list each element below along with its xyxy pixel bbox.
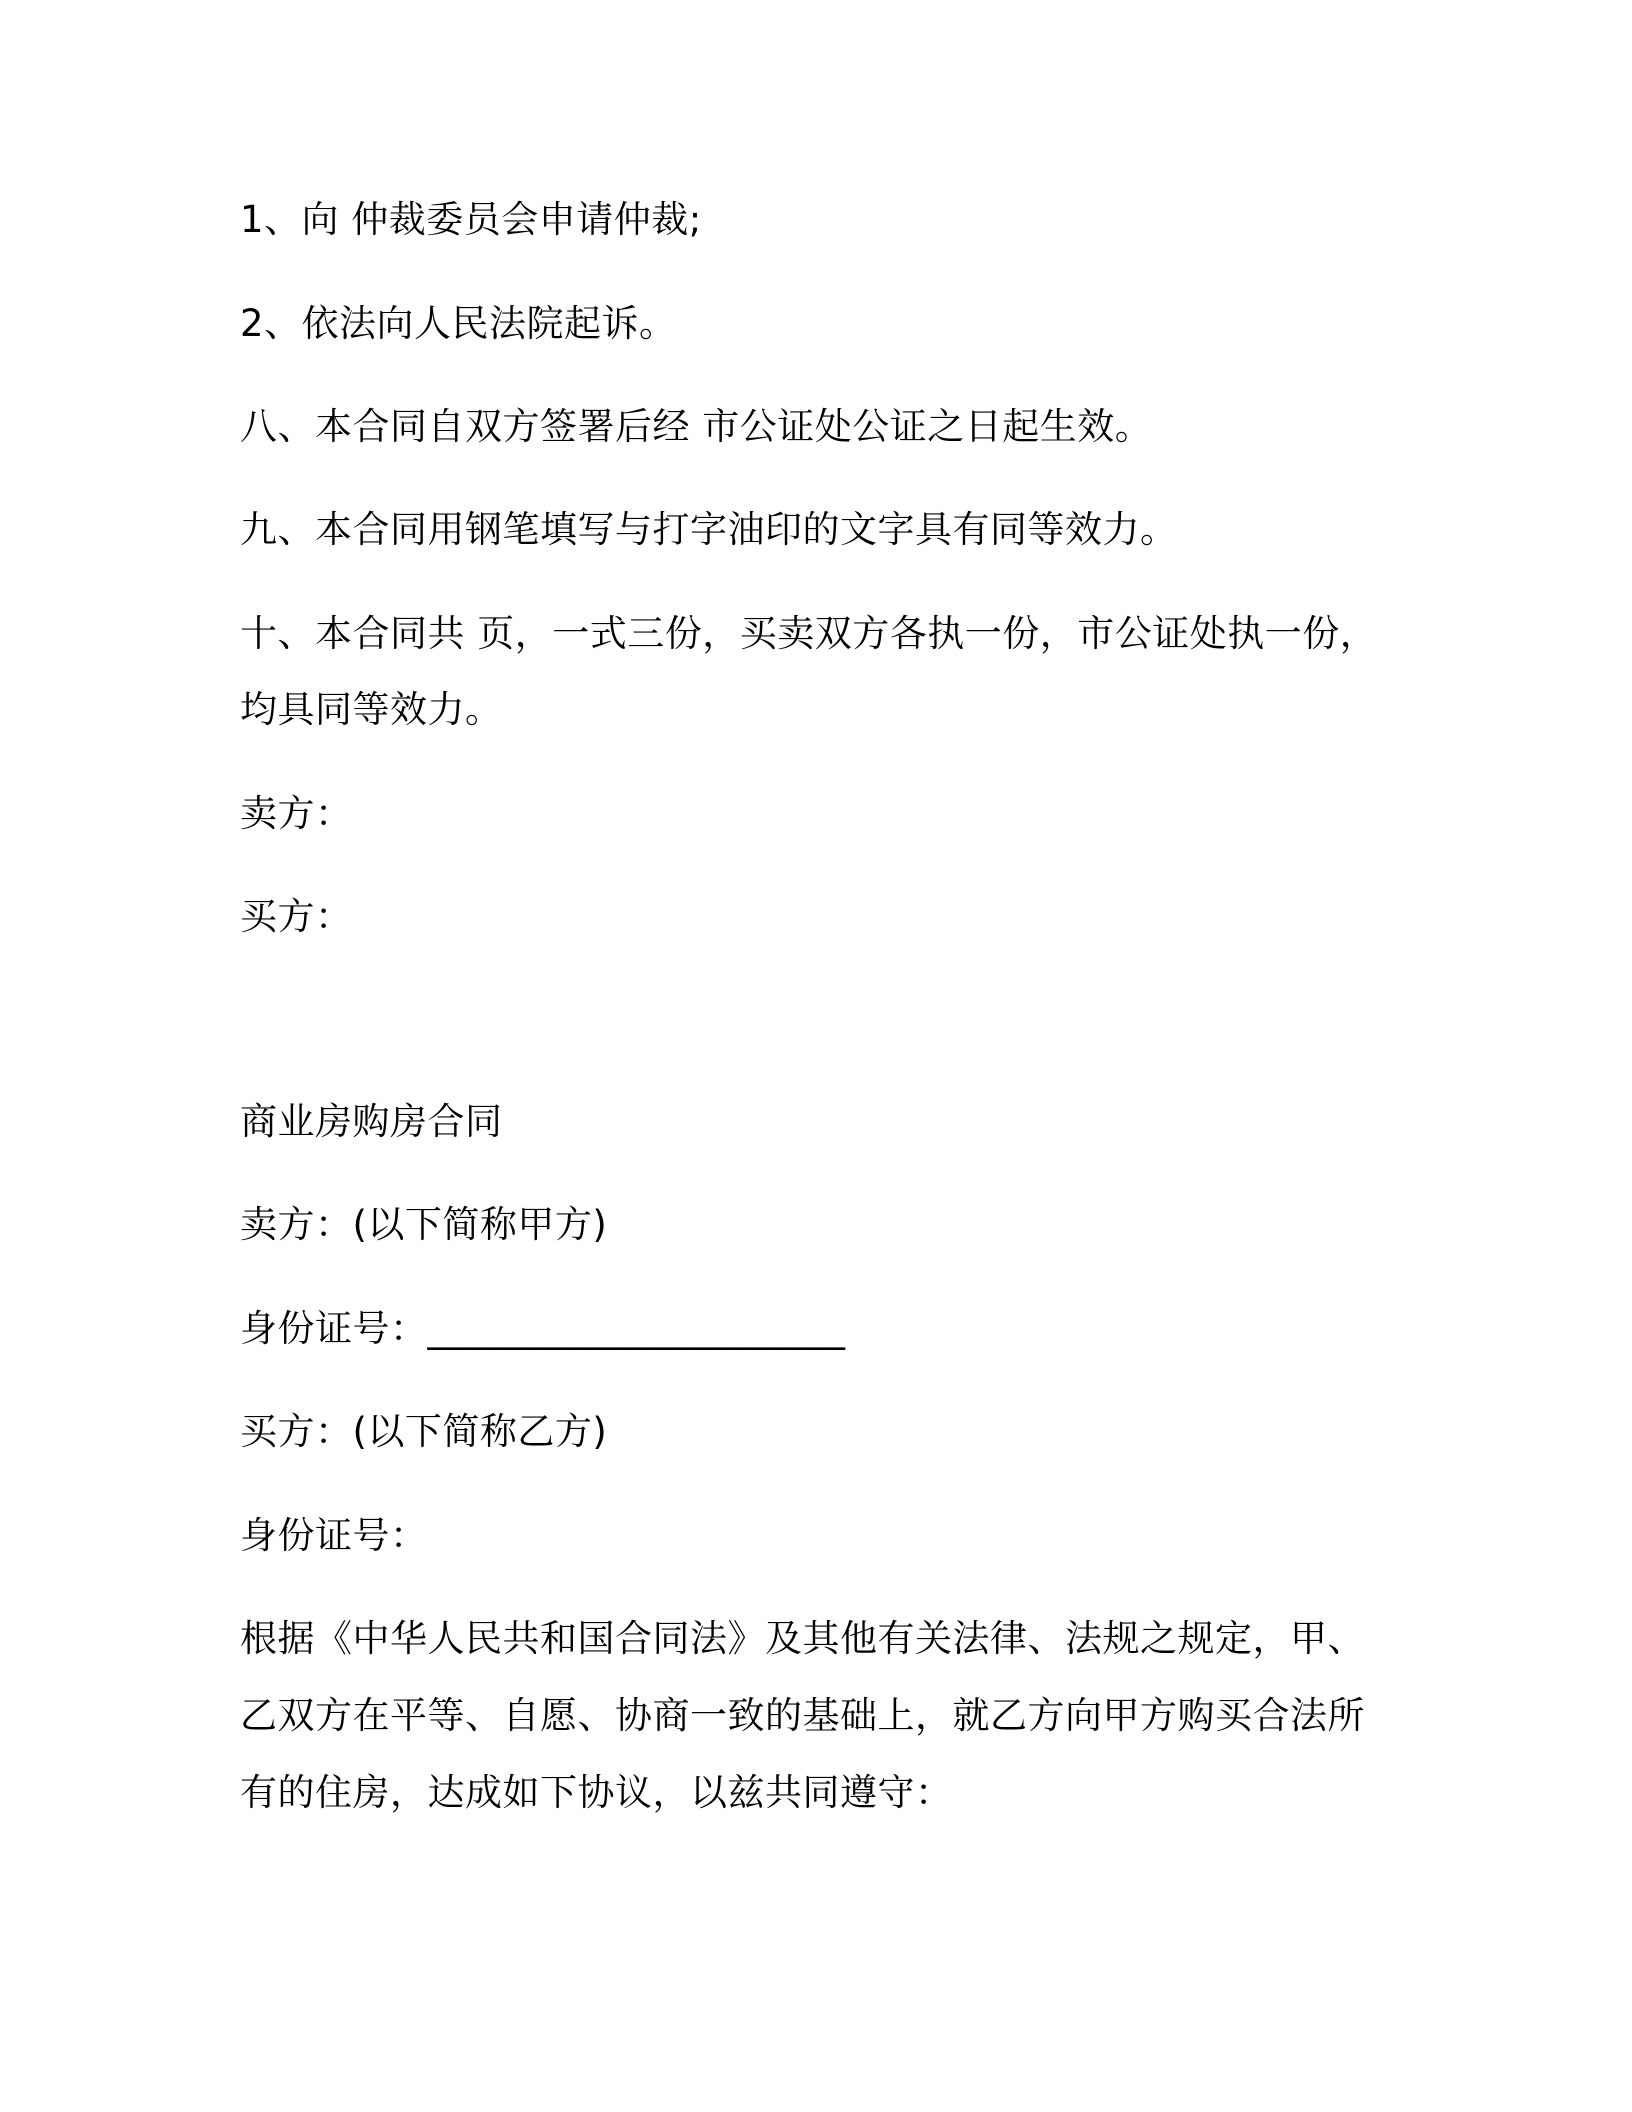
buyer-id-number: 身份证号： (240, 1514, 428, 1557)
seller-signature-label: 卖方： (240, 792, 353, 835)
clause-eight: 八、本合同自双方签署后经 市公证处公证之日起生效。 (240, 405, 1153, 448)
clause-lawsuit: 2、依法向人民法院起诉。 (240, 302, 677, 345)
buyer-signature-label: 买方： (240, 895, 353, 938)
clause-ten-continued: 均具同等效力。 (240, 688, 503, 731)
clause-nine: 九、本合同用钢笔填写与打字油印的文字具有同等效力。 (240, 508, 1178, 551)
preamble-line-2: 乙双方在平等、自愿、协商一致的基础上，就乙方向甲方购买合法所 (240, 1694, 1365, 1737)
clause-arbitration: 1、向 仲裁委员会申请仲裁; (240, 198, 702, 241)
preamble-line-1: 根据《中华人民共和国合同法》及其他有关法律、法规之规定，甲、 (240, 1617, 1365, 1660)
contract-title: 商业房购房合同 (240, 1100, 503, 1143)
seller-id-number: 身份证号：______________________ (240, 1307, 846, 1350)
preamble-line-3: 有的住房，达成如下协议，以兹共同遵守： (240, 1771, 953, 1814)
seller-party-label: 卖方：(以下简称甲方) (240, 1203, 608, 1246)
buyer-party-label: 买方：(以下简称乙方) (240, 1410, 608, 1453)
clause-ten: 十、本合同共 页，一式三份，买卖双方各执一份，市公证处执一份， (240, 612, 1378, 655)
